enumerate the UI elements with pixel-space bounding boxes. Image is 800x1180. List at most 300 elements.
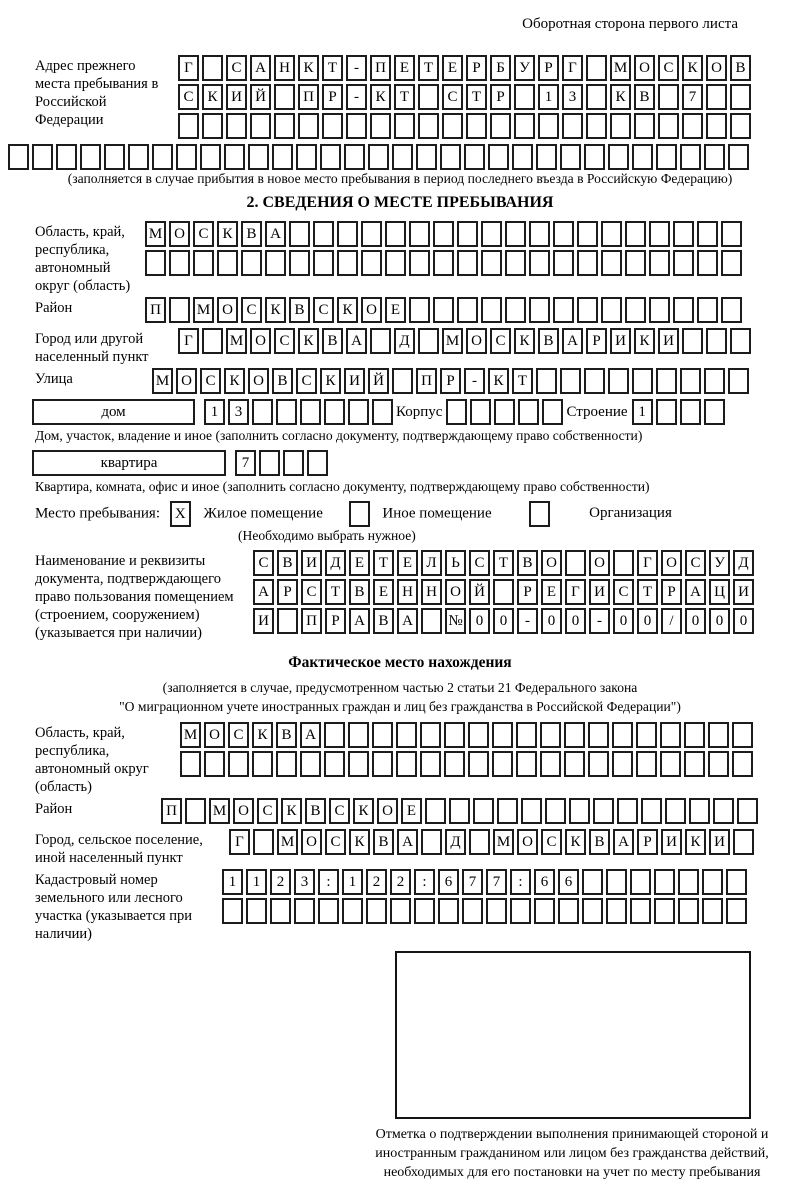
- char-box[interactable]: [344, 144, 365, 170]
- char-box[interactable]: 7: [486, 869, 507, 895]
- char-box[interactable]: [564, 722, 585, 748]
- char-box[interactable]: [361, 250, 382, 276]
- char-box[interactable]: [708, 722, 729, 748]
- char-box[interactable]: [521, 798, 542, 824]
- char-box[interactable]: [202, 328, 223, 354]
- char-box[interactable]: 0: [541, 608, 562, 634]
- char-box[interactable]: К: [224, 368, 245, 394]
- char-box[interactable]: [560, 144, 581, 170]
- char-box[interactable]: Р: [637, 829, 658, 855]
- char-box[interactable]: [342, 898, 363, 924]
- char-box[interactable]: К: [298, 328, 319, 354]
- char-box[interactable]: [737, 798, 758, 824]
- char-box[interactable]: [468, 722, 489, 748]
- char-box[interactable]: [409, 250, 430, 276]
- char-box[interactable]: [733, 829, 754, 855]
- char-box[interactable]: О: [661, 550, 682, 576]
- char-box[interactable]: [534, 898, 555, 924]
- char-box[interactable]: [320, 144, 341, 170]
- char-box[interactable]: [318, 898, 339, 924]
- char-box[interactable]: [536, 368, 557, 394]
- char-box[interactable]: [660, 722, 681, 748]
- char-box[interactable]: Л: [421, 550, 442, 576]
- char-box[interactable]: [529, 221, 550, 247]
- char-box[interactable]: О: [589, 550, 610, 576]
- char-box[interactable]: [444, 751, 465, 777]
- char-box[interactable]: [588, 751, 609, 777]
- char-box[interactable]: Р: [586, 328, 607, 354]
- char-box[interactable]: В: [634, 84, 655, 110]
- char-box[interactable]: [250, 113, 271, 139]
- char-box[interactable]: А: [613, 829, 634, 855]
- char-box[interactable]: [673, 297, 694, 323]
- char-box[interactable]: [372, 722, 393, 748]
- char-box[interactable]: М: [145, 221, 166, 247]
- char-box[interactable]: [613, 550, 634, 576]
- char-box[interactable]: [625, 297, 646, 323]
- char-box[interactable]: О: [233, 798, 254, 824]
- char-box[interactable]: [540, 751, 561, 777]
- char-box[interactable]: В: [373, 829, 394, 855]
- char-box[interactable]: [457, 250, 478, 276]
- char-box[interactable]: К: [337, 297, 358, 323]
- kvartira-type-box[interactable]: квартира: [32, 450, 226, 476]
- char-box[interactable]: [289, 250, 310, 276]
- char-box[interactable]: [636, 722, 657, 748]
- char-box[interactable]: [660, 751, 681, 777]
- char-box[interactable]: Р: [490, 84, 511, 110]
- char-box[interactable]: [608, 144, 629, 170]
- char-box[interactable]: [152, 144, 173, 170]
- char-box[interactable]: П: [416, 368, 437, 394]
- char-box[interactable]: Р: [440, 368, 461, 394]
- char-box[interactable]: 7: [462, 869, 483, 895]
- char-box[interactable]: [488, 144, 509, 170]
- char-box[interactable]: [682, 328, 703, 354]
- char-box[interactable]: Н: [421, 579, 442, 605]
- char-box[interactable]: 1: [342, 869, 363, 895]
- char-box[interactable]: 2: [270, 869, 291, 895]
- char-box[interactable]: -: [346, 55, 367, 81]
- char-box[interactable]: И: [301, 550, 322, 576]
- char-box[interactable]: [514, 84, 535, 110]
- char-box[interactable]: А: [349, 608, 370, 634]
- char-box[interactable]: Т: [394, 84, 415, 110]
- char-box[interactable]: [545, 798, 566, 824]
- char-box[interactable]: [625, 250, 646, 276]
- char-box[interactable]: [577, 221, 598, 247]
- char-box[interactable]: [706, 84, 727, 110]
- char-box[interactable]: И: [733, 579, 754, 605]
- char-box[interactable]: [680, 368, 701, 394]
- char-box[interactable]: [433, 297, 454, 323]
- char-box[interactable]: [259, 450, 280, 476]
- char-box[interactable]: М: [277, 829, 298, 855]
- char-box[interactable]: X: [170, 501, 191, 527]
- char-box[interactable]: [385, 250, 406, 276]
- char-box[interactable]: Р: [466, 55, 487, 81]
- char-box[interactable]: [721, 297, 742, 323]
- char-box[interactable]: [337, 221, 358, 247]
- char-box[interactable]: [298, 113, 319, 139]
- char-box[interactable]: С: [613, 579, 634, 605]
- char-box[interactable]: №: [445, 608, 466, 634]
- char-box[interactable]: Й: [368, 368, 389, 394]
- char-box[interactable]: [553, 221, 574, 247]
- char-box[interactable]: С: [301, 579, 322, 605]
- char-box[interactable]: [658, 84, 679, 110]
- char-box[interactable]: [634, 113, 655, 139]
- char-box[interactable]: [228, 751, 249, 777]
- char-box[interactable]: 0: [493, 608, 514, 634]
- char-box[interactable]: В: [272, 368, 293, 394]
- char-box[interactable]: О: [204, 722, 225, 748]
- char-box[interactable]: О: [445, 579, 466, 605]
- char-box[interactable]: [296, 144, 317, 170]
- char-box[interactable]: Е: [397, 550, 418, 576]
- char-box[interactable]: О: [517, 829, 538, 855]
- char-box[interactable]: [300, 751, 321, 777]
- char-box[interactable]: Г: [178, 55, 199, 81]
- char-box[interactable]: А: [300, 722, 321, 748]
- char-box[interactable]: Б: [490, 55, 511, 81]
- char-box[interactable]: Т: [512, 368, 533, 394]
- char-box[interactable]: [689, 798, 710, 824]
- char-box[interactable]: [313, 250, 334, 276]
- char-box[interactable]: С: [325, 829, 346, 855]
- char-box[interactable]: К: [320, 368, 341, 394]
- char-box[interactable]: [202, 55, 223, 81]
- char-box[interactable]: С: [329, 798, 350, 824]
- char-box[interactable]: К: [349, 829, 370, 855]
- char-box[interactable]: К: [610, 84, 631, 110]
- char-box[interactable]: [630, 898, 651, 924]
- char-box[interactable]: 7: [682, 84, 703, 110]
- char-box[interactable]: А: [253, 579, 274, 605]
- char-box[interactable]: [577, 250, 598, 276]
- char-box[interactable]: [730, 113, 751, 139]
- char-box[interactable]: М: [610, 55, 631, 81]
- char-box[interactable]: [421, 608, 442, 634]
- char-box[interactable]: У: [709, 550, 730, 576]
- char-box[interactable]: В: [730, 55, 751, 81]
- char-box[interactable]: [702, 869, 723, 895]
- char-box[interactable]: [276, 399, 297, 425]
- char-box[interactable]: [385, 221, 406, 247]
- char-box[interactable]: [562, 113, 583, 139]
- char-box[interactable]: [586, 113, 607, 139]
- char-box[interactable]: [409, 297, 430, 323]
- char-box[interactable]: [370, 328, 391, 354]
- char-box[interactable]: [418, 328, 439, 354]
- char-box[interactable]: [586, 55, 607, 81]
- char-box[interactable]: [713, 798, 734, 824]
- char-box[interactable]: [540, 722, 561, 748]
- char-box[interactable]: О: [361, 297, 382, 323]
- char-box[interactable]: [409, 221, 430, 247]
- char-box[interactable]: [516, 722, 537, 748]
- char-box[interactable]: Е: [541, 579, 562, 605]
- char-box[interactable]: [649, 250, 670, 276]
- char-box[interactable]: А: [250, 55, 271, 81]
- char-box[interactable]: К: [265, 297, 286, 323]
- char-box[interactable]: В: [517, 550, 538, 576]
- char-box[interactable]: [418, 113, 439, 139]
- char-box[interactable]: К: [298, 55, 319, 81]
- char-box[interactable]: [673, 250, 694, 276]
- char-box[interactable]: К: [217, 221, 238, 247]
- char-box[interactable]: [348, 399, 369, 425]
- char-box[interactable]: [582, 898, 603, 924]
- char-box[interactable]: М: [193, 297, 214, 323]
- char-box[interactable]: [252, 751, 273, 777]
- char-box[interactable]: Р: [325, 608, 346, 634]
- char-box[interactable]: [726, 869, 747, 895]
- char-box[interactable]: [728, 368, 749, 394]
- char-box[interactable]: О: [634, 55, 655, 81]
- char-box[interactable]: [732, 722, 753, 748]
- char-box[interactable]: [128, 144, 149, 170]
- char-box[interactable]: [593, 798, 614, 824]
- char-box[interactable]: [612, 751, 633, 777]
- char-box[interactable]: [396, 751, 417, 777]
- char-box[interactable]: [481, 297, 502, 323]
- char-box[interactable]: С: [257, 798, 278, 824]
- char-box[interactable]: В: [373, 608, 394, 634]
- char-box[interactable]: К: [370, 84, 391, 110]
- char-box[interactable]: [346, 113, 367, 139]
- char-box[interactable]: [505, 297, 526, 323]
- char-box[interactable]: О: [169, 221, 190, 247]
- char-box[interactable]: [481, 221, 502, 247]
- char-box[interactable]: [704, 368, 725, 394]
- char-box[interactable]: Д: [445, 829, 466, 855]
- char-box[interactable]: М: [180, 722, 201, 748]
- char-box[interactable]: [730, 84, 751, 110]
- char-box[interactable]: [636, 751, 657, 777]
- char-box[interactable]: И: [253, 608, 274, 634]
- char-box[interactable]: Т: [325, 579, 346, 605]
- char-box[interactable]: [457, 297, 478, 323]
- char-box[interactable]: П: [370, 55, 391, 81]
- char-box[interactable]: [601, 297, 622, 323]
- char-box[interactable]: С: [253, 550, 274, 576]
- char-box[interactable]: С: [228, 722, 249, 748]
- char-box[interactable]: [702, 898, 723, 924]
- char-box[interactable]: [684, 722, 705, 748]
- char-box[interactable]: [337, 250, 358, 276]
- char-box[interactable]: С: [541, 829, 562, 855]
- char-box[interactable]: [283, 450, 304, 476]
- char-box[interactable]: А: [397, 829, 418, 855]
- char-box[interactable]: О: [217, 297, 238, 323]
- char-box[interactable]: [684, 751, 705, 777]
- char-box[interactable]: 0: [733, 608, 754, 634]
- char-box[interactable]: О: [541, 550, 562, 576]
- char-box[interactable]: [169, 250, 190, 276]
- char-box[interactable]: [588, 722, 609, 748]
- char-box[interactable]: [582, 869, 603, 895]
- char-box[interactable]: К: [634, 328, 655, 354]
- char-box[interactable]: [649, 221, 670, 247]
- char-box[interactable]: 3: [562, 84, 583, 110]
- char-box[interactable]: [294, 898, 315, 924]
- char-box[interactable]: [697, 250, 718, 276]
- char-box[interactable]: [274, 113, 295, 139]
- char-box[interactable]: К: [281, 798, 302, 824]
- char-box[interactable]: С: [193, 221, 214, 247]
- char-box[interactable]: В: [538, 328, 559, 354]
- char-box[interactable]: [390, 898, 411, 924]
- char-box[interactable]: [226, 113, 247, 139]
- char-box[interactable]: [584, 144, 605, 170]
- char-box[interactable]: [682, 113, 703, 139]
- char-box[interactable]: [414, 898, 435, 924]
- char-box[interactable]: [185, 798, 206, 824]
- char-box[interactable]: С: [241, 297, 262, 323]
- char-box[interactable]: [449, 798, 470, 824]
- char-box[interactable]: [721, 250, 742, 276]
- char-box[interactable]: С: [296, 368, 317, 394]
- char-box[interactable]: Т: [637, 579, 658, 605]
- char-box[interactable]: М: [493, 829, 514, 855]
- char-box[interactable]: [442, 113, 463, 139]
- char-box[interactable]: -: [589, 608, 610, 634]
- char-box[interactable]: Е: [442, 55, 463, 81]
- char-box[interactable]: К: [353, 798, 374, 824]
- char-box[interactable]: [425, 798, 446, 824]
- char-box[interactable]: [276, 751, 297, 777]
- char-box[interactable]: [505, 221, 526, 247]
- char-box[interactable]: [728, 144, 749, 170]
- char-box[interactable]: [392, 144, 413, 170]
- char-box[interactable]: К: [682, 55, 703, 81]
- char-box[interactable]: [654, 898, 675, 924]
- char-box[interactable]: [222, 898, 243, 924]
- char-box[interactable]: Е: [373, 579, 394, 605]
- char-box[interactable]: [322, 113, 343, 139]
- char-box[interactable]: В: [276, 722, 297, 748]
- char-box[interactable]: 0: [685, 608, 706, 634]
- char-box[interactable]: И: [658, 328, 679, 354]
- char-box[interactable]: [416, 144, 437, 170]
- char-box[interactable]: У: [514, 55, 535, 81]
- char-box[interactable]: [625, 221, 646, 247]
- char-box[interactable]: [446, 399, 467, 425]
- char-box[interactable]: [704, 399, 725, 425]
- char-box[interactable]: [252, 399, 273, 425]
- char-box[interactable]: -: [464, 368, 485, 394]
- char-box[interactable]: [641, 798, 662, 824]
- char-box[interactable]: [673, 221, 694, 247]
- char-box[interactable]: [601, 250, 622, 276]
- char-box[interactable]: А: [685, 579, 706, 605]
- char-box[interactable]: [529, 250, 550, 276]
- char-box[interactable]: [361, 221, 382, 247]
- char-box[interactable]: Д: [394, 328, 415, 354]
- char-box[interactable]: О: [706, 55, 727, 81]
- char-box[interactable]: М: [209, 798, 230, 824]
- char-box[interactable]: [180, 751, 201, 777]
- char-box[interactable]: Т: [322, 55, 343, 81]
- char-box[interactable]: Т: [493, 550, 514, 576]
- char-box[interactable]: Е: [349, 550, 370, 576]
- char-box[interactable]: А: [397, 608, 418, 634]
- char-box[interactable]: [493, 579, 514, 605]
- char-box[interactable]: [510, 898, 531, 924]
- char-box[interactable]: [466, 113, 487, 139]
- char-box[interactable]: [732, 751, 753, 777]
- char-box[interactable]: [514, 113, 535, 139]
- char-box[interactable]: Г: [565, 579, 586, 605]
- char-box[interactable]: /: [661, 608, 682, 634]
- char-box[interactable]: [632, 368, 653, 394]
- char-box[interactable]: [518, 399, 539, 425]
- char-box[interactable]: Р: [277, 579, 298, 605]
- char-box[interactable]: [706, 328, 727, 354]
- char-box[interactable]: [721, 221, 742, 247]
- char-box[interactable]: К: [514, 328, 535, 354]
- char-box[interactable]: Й: [250, 84, 271, 110]
- char-box[interactable]: [512, 144, 533, 170]
- char-box[interactable]: 1: [246, 869, 267, 895]
- char-box[interactable]: [324, 751, 345, 777]
- char-box[interactable]: [324, 722, 345, 748]
- char-box[interactable]: [176, 144, 197, 170]
- char-box[interactable]: [586, 84, 607, 110]
- char-box[interactable]: С: [469, 550, 490, 576]
- char-box[interactable]: [348, 751, 369, 777]
- char-box[interactable]: И: [661, 829, 682, 855]
- char-box[interactable]: [248, 144, 269, 170]
- char-box[interactable]: Д: [733, 550, 754, 576]
- char-box[interactable]: [490, 113, 511, 139]
- char-box[interactable]: [444, 722, 465, 748]
- char-box[interactable]: М: [152, 368, 173, 394]
- char-box[interactable]: Р: [517, 579, 538, 605]
- char-box[interactable]: [104, 144, 125, 170]
- char-box[interactable]: [270, 898, 291, 924]
- char-box[interactable]: [481, 250, 502, 276]
- char-box[interactable]: [529, 297, 550, 323]
- char-box[interactable]: 1: [204, 399, 225, 425]
- char-box[interactable]: В: [241, 221, 262, 247]
- char-box[interactable]: С: [313, 297, 334, 323]
- char-box[interactable]: [704, 144, 725, 170]
- char-box[interactable]: [630, 869, 651, 895]
- char-box[interactable]: Ь: [445, 550, 466, 576]
- char-box[interactable]: П: [298, 84, 319, 110]
- char-box[interactable]: :: [510, 869, 531, 895]
- char-box[interactable]: И: [709, 829, 730, 855]
- char-box[interactable]: 6: [438, 869, 459, 895]
- char-box[interactable]: [394, 113, 415, 139]
- char-box[interactable]: [372, 751, 393, 777]
- char-box[interactable]: С: [226, 55, 247, 81]
- char-box[interactable]: П: [161, 798, 182, 824]
- char-box[interactable]: [536, 144, 557, 170]
- char-box[interactable]: [680, 144, 701, 170]
- char-box[interactable]: О: [248, 368, 269, 394]
- char-box[interactable]: [678, 898, 699, 924]
- char-box[interactable]: [654, 869, 675, 895]
- char-box[interactable]: [606, 898, 627, 924]
- char-box[interactable]: О: [466, 328, 487, 354]
- char-box[interactable]: В: [589, 829, 610, 855]
- char-box[interactable]: [274, 84, 295, 110]
- char-box[interactable]: В: [289, 297, 310, 323]
- char-box[interactable]: И: [344, 368, 365, 394]
